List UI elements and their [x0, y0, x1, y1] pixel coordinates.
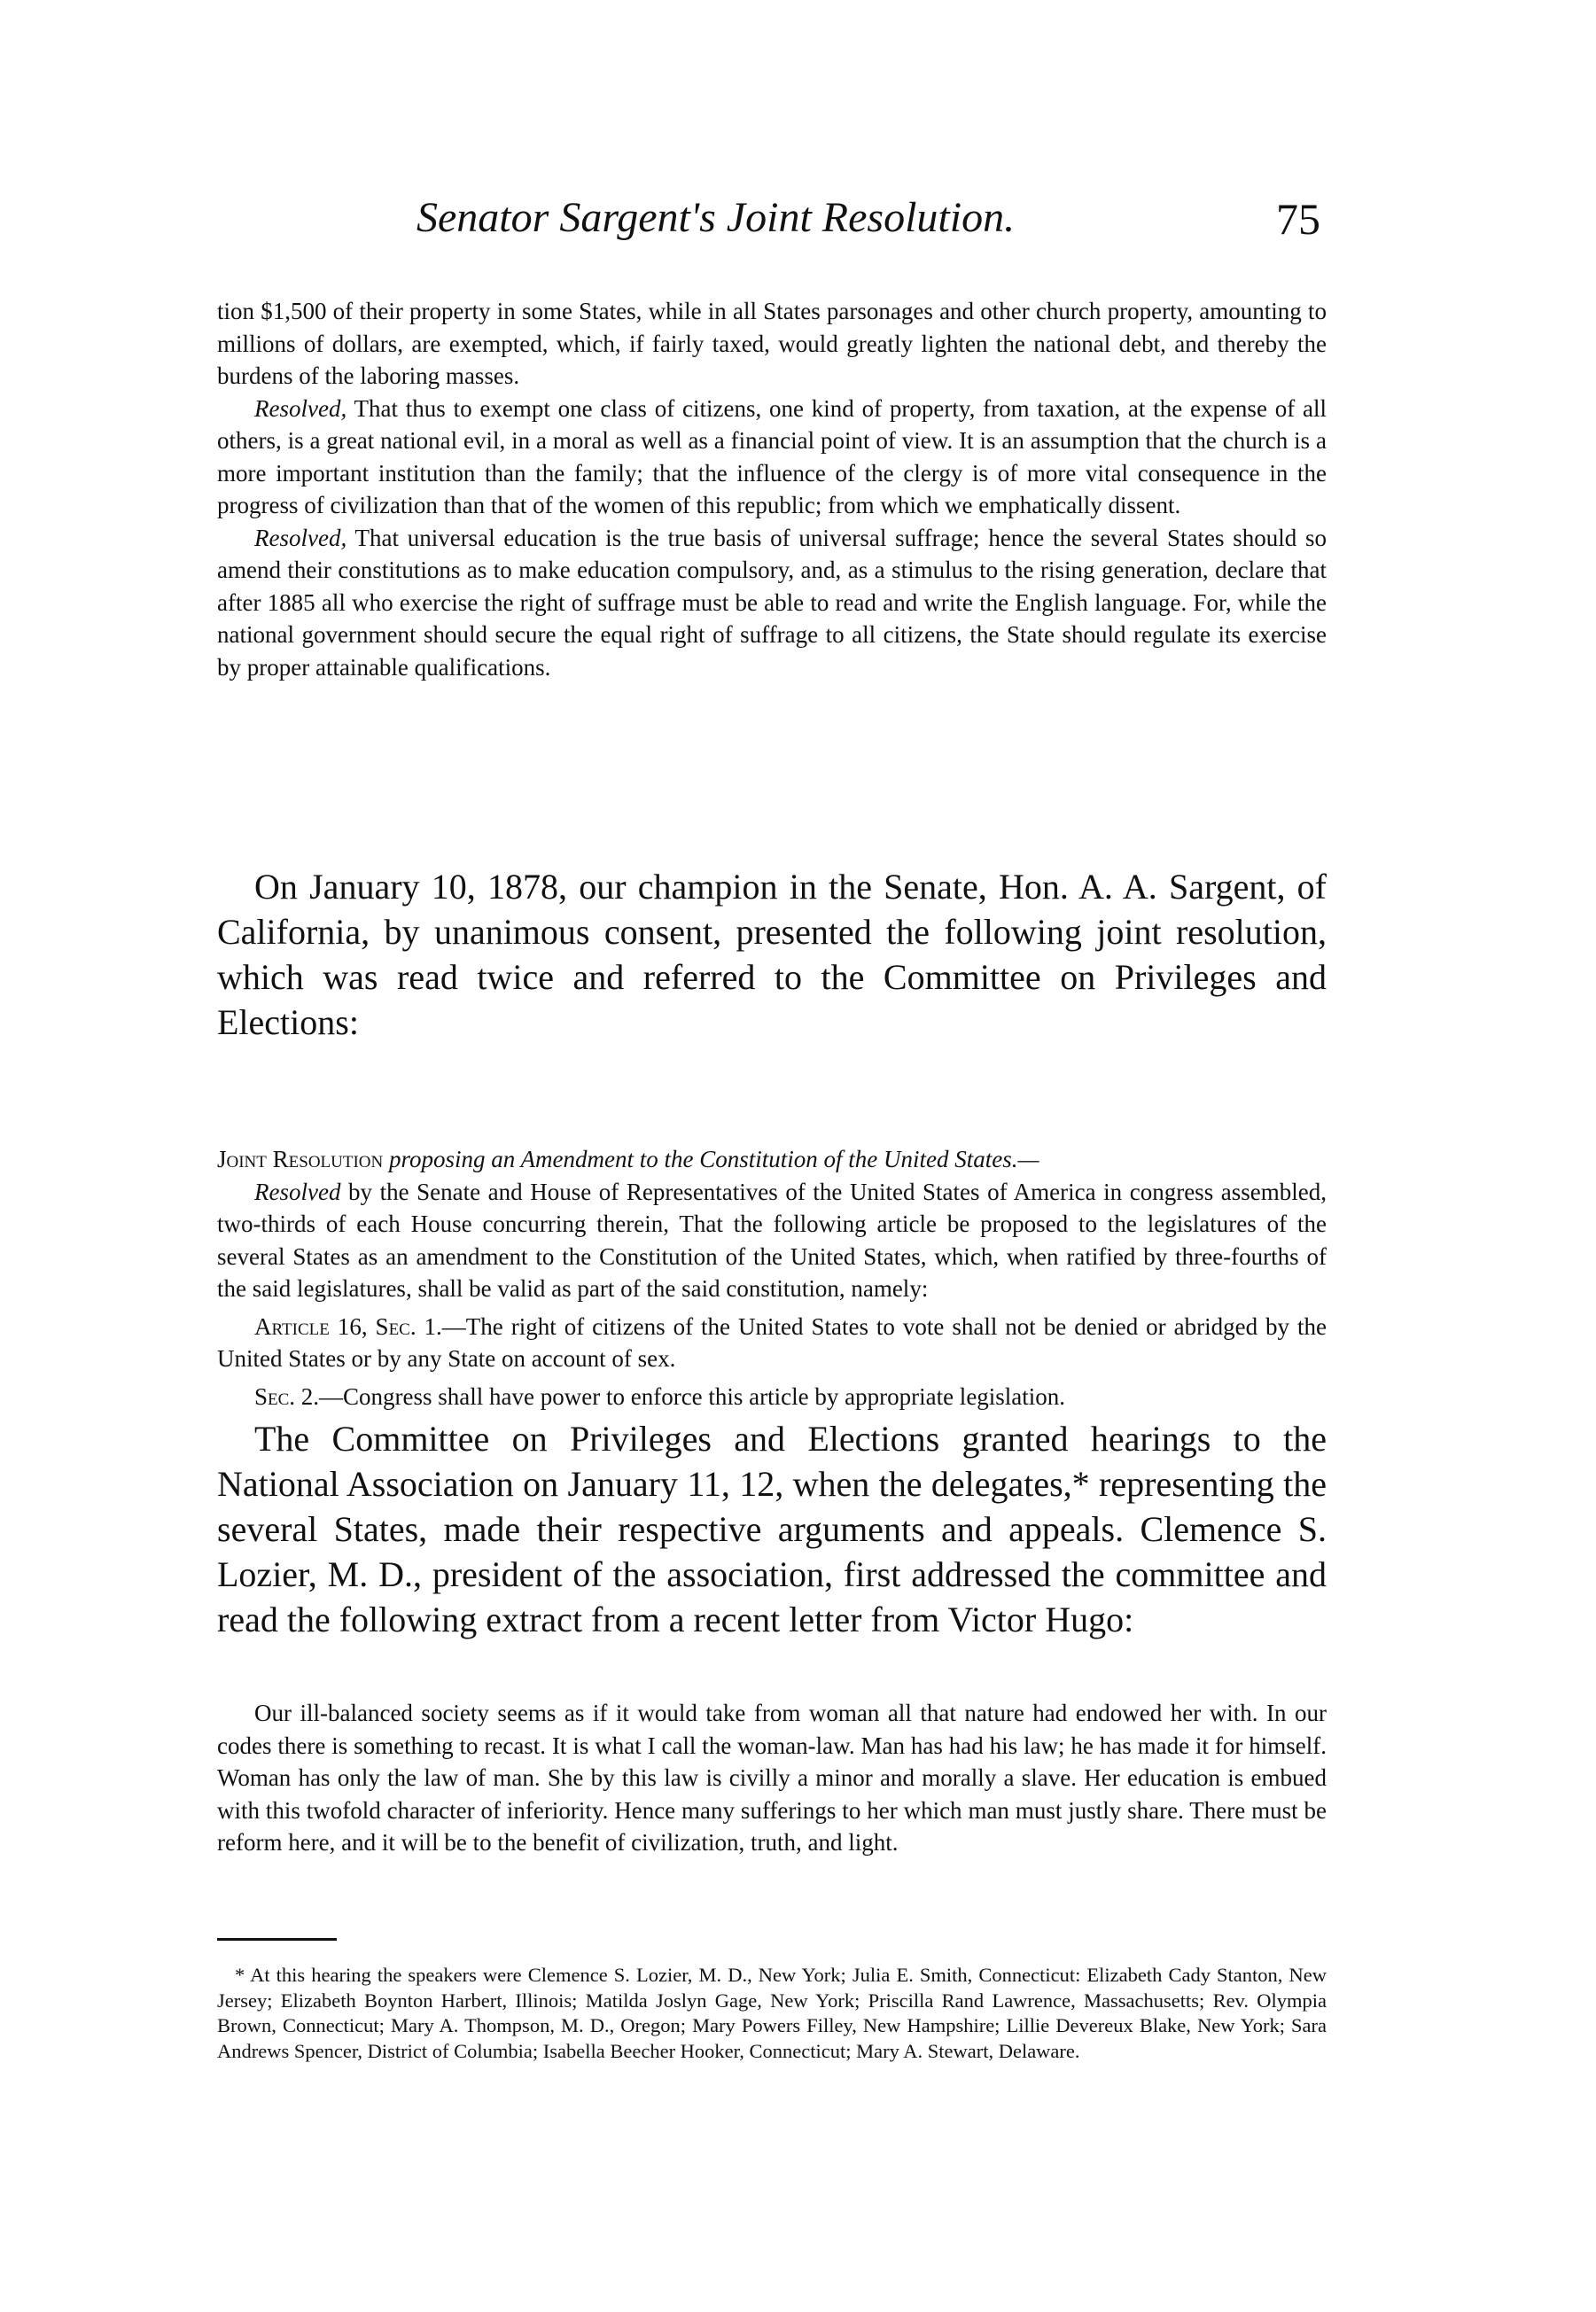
- joint-resolution-body: [217, 1176, 1327, 1305]
- resolved-lead: Resolved,: [254, 394, 347, 422]
- footnote-block: [217, 1963, 1327, 2064]
- resolved-lead: Resolved,: [254, 524, 347, 551]
- body-text: by the Senate and House of Representatives of the United States of America in congress assembled, two-thirds of each House concurring therein, That the following article be proposed to the legislatures of the several States as an amendment to the Constitution of the United States, which, when ratified by three-fourths of the said legislatures, shall be valid as part of the said constitution, namely:: [217, 1178, 1327, 1302]
- narrative-block-2: [217, 1416, 1327, 1642]
- sec-label: Sec.: [254, 1382, 296, 1410]
- resolution-paragraph: [217, 393, 1327, 522]
- article-section-2: [217, 1381, 1327, 1413]
- paragraph-continued: tion $1,500 of their property in some States, while in all States parsonages and other church property, amounting to millions of dollars, are exempted, which, if fairly taxed, would greatly lighten the national debt, and thereby the burdens of the laboring masses.: [217, 298, 1327, 389]
- title-small-caps: Joint Resolution: [217, 1146, 384, 1172]
- article-number: 16,: [329, 1312, 376, 1340]
- page-number: 75: [1276, 194, 1320, 244]
- joint-resolution-title: [217, 1143, 1327, 1176]
- resolution-text: That universal education is the true basis of universal suffrage; hence the several States should so amend their constitutions as to make education compulsory, and, as a stimulus to the rising generation, declare that after 1885 all who exercise the right of suffrage must be able to read and write the English language. For, while the national government should secure the equal right of suffrage to all citizens, the State should regulate its exercise by proper attainable qualifications.: [217, 524, 1327, 681]
- resolution-text: That thus to exempt one class of citizens, one kind of property, from taxation, at the expense of all others, is a great national evil, in a moral as well as a financial point of view. It is an assumption that the church is a more important institution than the family; that the influence of the clergy is of more vital consequence in the progress of civilization than that of the women of this republic; from which we emphatically dissent.: [217, 394, 1327, 518]
- sec-label: Sec.: [375, 1312, 417, 1340]
- footnote: * At this hearing the speakers were Clemence S. Lozier, M. D., New York; Julia E. Smith, Connecticut: Elizabeth Cady Stanton, New Jersey; Elizabeth Boynton Harbert, Illinois; Matilda Joslyn Gage, New York; Priscilla Rand Lawrence, Massachusetts; Rev. Olympia Brown, Connecticut; Mary A. Thompson, M. D., Oregon; Mary Powers Filley, New Hampshire; Lillie Devereux Blake, New York; Sara Andrews Spencer, District of Columbia; Isabella Beecher Hooker, Connecticut; Mary A. Stewart, Delaware.: [217, 1964, 1327, 2062]
- hugo-quote-block: [217, 1697, 1327, 1859]
- narrative-block-1: [217, 864, 1327, 1045]
- resolution-paragraph: [217, 522, 1327, 684]
- resolved-lead: Resolved: [254, 1178, 341, 1205]
- article-label: Article: [254, 1312, 330, 1340]
- article-section-1: [217, 1311, 1327, 1375]
- running-title: Senator Sargent's Joint Resolution.: [417, 194, 1016, 241]
- joint-resolution-block: [217, 1143, 1327, 1413]
- narrative-paragraph: On January 10, 1878, our champion in the Senate, Hon. A. A. Sargent, of California, by unanimous consent, presented the following joint resolution, which was read twice and referred to the Committee on Privileges and Elections:: [217, 867, 1327, 1042]
- footnote-rule: [217, 1938, 337, 1941]
- hugo-quote: Our ill-balanced society seems as if it would take from woman all that nature had endowed her with. In our codes there is something to recast. It is what I call the woman-law. Man has had his law; he has made it for himself. Woman has only the law of man. She by this law is civilly a minor and morally a slave. Her education is embued with this twofold character of inferiority. Hence many sufferings to her which man must justly share. There must be reform here, and it will be to the benefit of civilization, truth, and light.: [217, 1700, 1327, 1856]
- narrative-paragraph: The Committee on Privileges and Elections granted hearings to the National Association on January 11, 12, when the delegates,* representing the several States, made their respective arguments and appeals. Clemence S. Lozier, M. D., president of the association, first addressed the committee and read the following extract from a recent letter from Victor Hugo:: [217, 1419, 1327, 1639]
- resolutions-block: [217, 295, 1327, 683]
- title-italic: proposing an Amendment to the Constitution of the United States.—: [383, 1146, 1039, 1172]
- sec-text: 1.—The right of citizens of the United States to vote shall not be denied or abridged by the United States or by any State on account of sex.: [217, 1312, 1327, 1372]
- sec-text: 2.—Congress shall have power to enforce this article by appropriate legislation.: [295, 1382, 1066, 1410]
